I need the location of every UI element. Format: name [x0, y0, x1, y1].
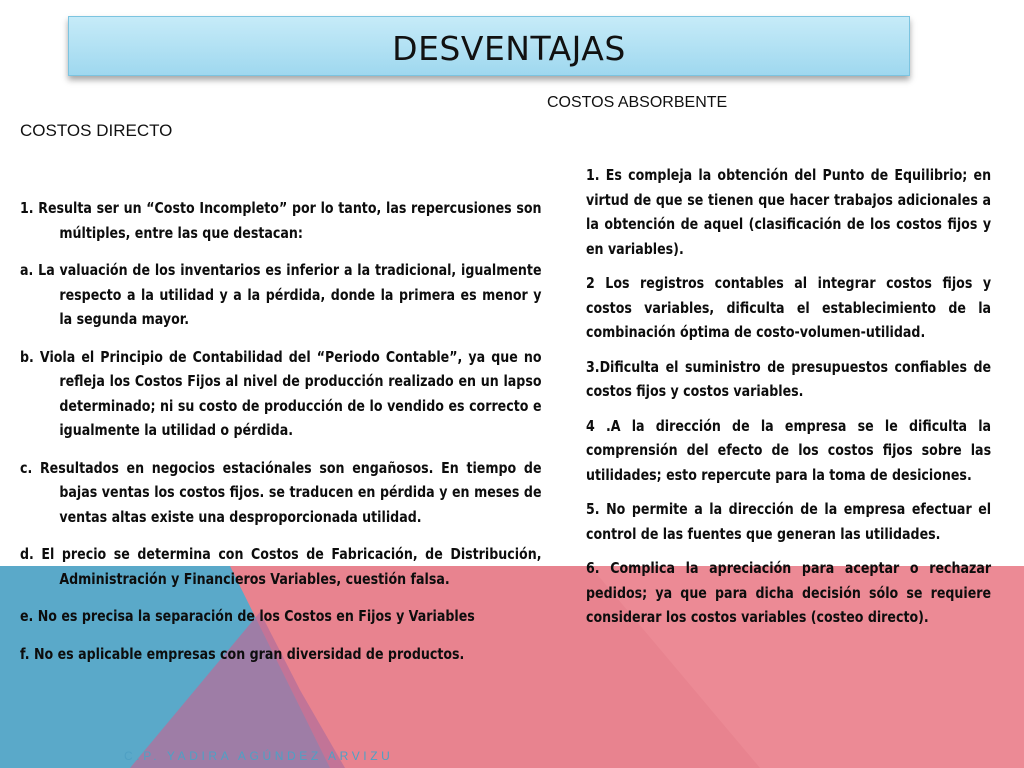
- list-item: 2 Los registros contables al integrar costos fijos y costos variables, dificulta el establecimiento de la combinación óptima de costo-volumen-utilidad.: [586, 274, 992, 341]
- list-item: a. La valuación de los inventarios es inferior a la tradicional, igualmente respecto a la utilidad y a la pérdida, donde la primera es menor y la segunda mayor.: [20, 261, 542, 328]
- list-item: 5. No permite a la dirección de la empresa efectuar el control de las fuentes que generan las utilidades.: [586, 500, 992, 543]
- list-item: b. Viola el Principio de Contabilidad del “Periodo Contable”, ya que no refleja los Costos Fijos al nivel de producción realizado en un lapso determinado; ni su costo de producción de lo vendido es correcto e igualmente la utilidad o pérdida.: [20, 347, 542, 439]
- right-column-text: [586, 163, 991, 640]
- footer-author: C.P. YADIRA AGÚNDEZ ARVIZU: [124, 749, 394, 763]
- list-item: 1. Resulta ser un “Costo Incompleto” por lo tanto, las repercusiones son múltiples, entre las que destacan:: [20, 199, 542, 242]
- left-column-heading: COSTOS DIRECTO: [20, 121, 173, 140]
- left-column-text: [20, 196, 542, 679]
- list-item: 1. Es compleja la obtención del Punto de Equilibrio; en virtud de que se tienen que hacer trabajos adicionales a la obtención de aquel (clasificación de los costos fijos y en variables).: [586, 166, 992, 258]
- list-item: d. El precio se determina con Costos de Fabricación, de Distribución, Administración y Financieros Variables, cuestión falsa.: [20, 545, 542, 588]
- list-item: 4 .A la dirección de la empresa se le dificulta la comprensión del efecto de los costos fijos sobre las utilidades; esto repercute para la toma de desiciones.: [586, 416, 992, 484]
- list-item: 3.Dificulta el suministro de presupuestos confiables de costos fijos y costos variables.: [586, 357, 992, 400]
- list-item: c. Resultados en negocios estaciónales son engañosos. En tiempo de bajas ventas los costos fijos. se traducen en pérdida y en meses de ventas altas existe una desproporcionada utilidad.: [20, 458, 542, 526]
- right-column-heading: COSTOS ABSORBENTE: [547, 94, 728, 111]
- list-item: e. No es precisa la separación de los Costos en Fijos y Variables: [20, 607, 475, 625]
- title-banner: [68, 16, 910, 76]
- page-title: DESVENTAJAS: [392, 29, 626, 68]
- list-item: 6. Complica la apreciación para aceptar o rechazar pedidos; ya que para dicha decisión sólo se requiere considerar los costos variables (costeo directo).: [586, 559, 992, 626]
- list-item: f. No es aplicable empresas con gran diversidad de productos.: [20, 644, 465, 663]
